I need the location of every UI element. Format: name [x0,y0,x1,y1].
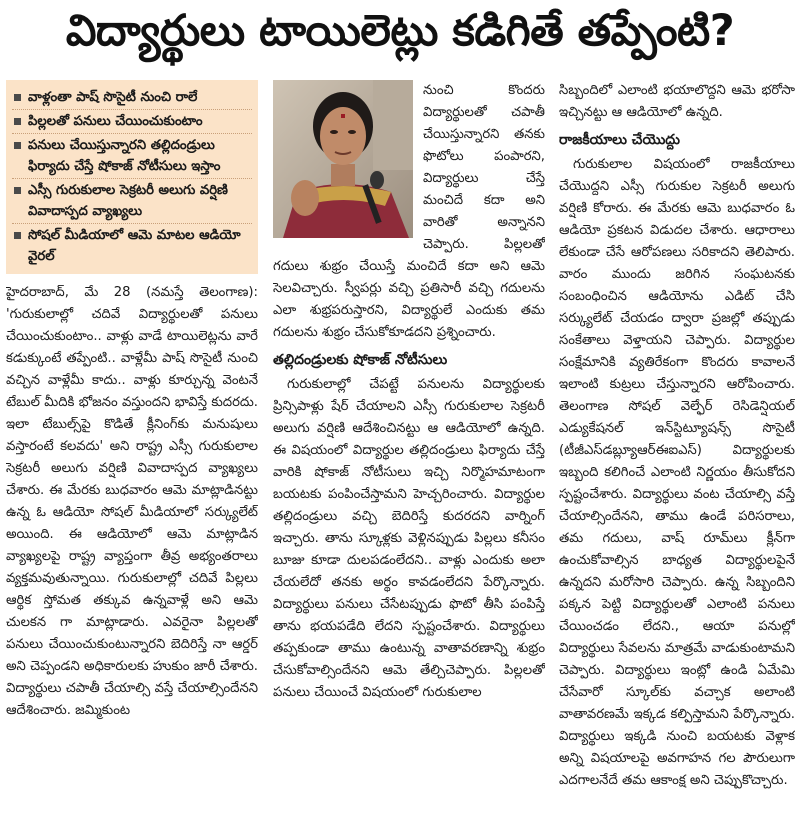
highlight-text: పనులు చేయిస్తున్నారని తల్లిదండ్రులు ఫిర్యాదు చేస్తే షోకాజ్‌ నోటీసులు ఇస్తాం [28,138,221,174]
bullet-icon [14,142,21,149]
body-paragraph: నుంచి కొందరు విద్యార్థులతో చపాతీ చేయిస్తున్నారని తనకు ఫొటోలు పంపారని, విద్యార్థులు చేస్తే మంచిదే కదా అని వారితో అన్నానని చెప్పారు. పిల్లలతో గదులు శుభ్రం చేయిస్తే మంచిదే కదా అని ఆమె సెలవిచ్చారు. స్వీపర్లు వచ్చి ప్రతిసారీ వచ్చి గదులను ఎలా శుభ్రపరుస్తారని, విద్యార్థులే ఎందుకు తమ గదులను శుభ్రం చేసుకోకూడదని ప్రశ్నించారు. [273,83,545,340]
bullet-icon [14,187,21,194]
column-1 [6,80,258,832]
headline: విద్యార్థులు టాయిలెట్లు కడిగితే తప్పేంటి? [65,6,735,56]
bullet-icon [14,94,21,101]
highlight-item [12,110,252,134]
highlight-item [12,179,252,224]
column-2 [273,80,545,832]
highlight-text: సోషల్‌ మీడియాలో ఆమె మాటల ఆడియో వైరల్‌ [28,228,241,264]
highlights-box [6,80,258,274]
portrait-illustration [273,80,413,238]
subheading-politics: రాజకీయాలు చేయొద్దు [559,132,681,148]
body-paragraph: సిబ్బందిలో ఎలాంటి భయాలొద్దని ఆమె భరోసా ఇచ్చినట్టు ఆ ఆడియోలో ఉన్నది. [559,83,795,120]
highlight-item [12,224,252,268]
bullet-icon [14,232,21,239]
subheading-showcause: తల్లిదండ్రులకు షోకాజ్‌ నోటీసులు [273,352,448,368]
body-paragraph: హైదరాబాద్‌, మే 28 (నమస్తే తెలంగాణ): 'గురుకులాల్లో చదివే విద్యార్థులతో పనులు చేయించుకుంటాం.. వాళ్లు వాడే టాయిలెట్లను వారే కడుక్కుంటే తప్పేంటి.. వాళ్లేమీ పాష్‌ సొసైటీ నుంచి వచ్చిన వాళ్లేమీ కాదు.. వాళ్లు కూర్చున్న వెంటనే టేబుల్‌ మీదికి భోజనం వస్తుందని భావిస్తే కుదరదు. ఇలా టేబుల్స్‌పై కొడితే క్లీనింగ్‌కు మనుషులు వస్తారంటే కలవదు' అని రాష్ట్ర ఎస్సీ గురుకులాల సెక్రటరీ అలుగు వర్షిణి వివాదాస్పద వ్యాఖ్యలు చేశారు. ఈ మేరకు బుధవారం ఆమె మాట్లాడినట్టు ఉన్న ఓ ఆడియో సోషల్‌ మీడియాలో సర్క్యులేట్‌ అయింది. ఈ ఆడియోలో ఆమె మాట్లాడిన వ్యాఖ్యలపై రాష్ట్ర వ్యాప్తంగా తీవ్ర అభ్యంతరాలు వ్యక్తమవుతున్నాయి. గురుకులాల్లో చదివే పిల్లలు ఆర్థిక స్తోమత తక్కువ ఉన్నవాళ్లే అని ఆమె చులకన గా మాట్లాడారు. ఎవరైనా పిల్లలతో పనులు చేయించుకుంటున్నారని బెదిరిస్తే నా ఆర్డర్‌ అని చెప్పండని అధికారులకు హుకుం జారీ చేశారు. విద్యార్థులు చపాతీ చేయాల్సి వస్తే చేయాల్సిందేనని ఆదేశించారు. జమ్మికుంట [6,285,258,718]
body-paragraph: గురుకులాల్లో చేపట్టే పనులను విద్యార్థులకు ప్రిన్సిపాళ్లు షేర్‌ చేయాలని ఎస్సీ గురుకులాల సెక్రటరీ అలుగు వర్షిణి ఆదేశించినట్టు ఆ ఆడియోలో ఉన్నది. ఈ విషయంలో విద్యార్థుల తల్లిదండ్రులు ఫిర్యాదు చేస్తే వారికి షోకాజ్‌ నోటీసులు ఇచ్చి నిర్మొహమాటంగా బయటకు పంపించేస్తామని హెచ్చరించారు. విద్యార్థుల తల్లిదండ్రులు వచ్చి బెదిరిస్తే కుదరదని వార్నింగ్‌ ఇచ్చారు. తాను స్కూళ్లకు వెళ్లినప్పుడు పిల్లలు కనీసం బూజు కూడా దులపడంలేదని.. వాళ్లు ఎందుకు అలా చేయలేదో తనకు అర్థం కావడంలేదని పేర్కొన్నారు. విద్యార్థులు పనులు చేసేటప్పుడు ఫొటో తీసి పంపిస్తే తాను భయపడేది లేదని స్పష్టంచేశారు. విద్యార్థులు తప్పకుండా తాము ఉంటున్న వాతావరణాన్ని శుభ్రం చేసుకోవాల్సిందేనని ఆమె తేల్చిచెప్పారు. పిల్లలతో పనులు చేయించే విషయంలో గురుకులాల [273,377,545,700]
highlight-text: ఎస్సీ గురుకులాల సెక్రటరీ అలుగు వర్షిణి వివాదాస్పద వ్యాఖ్యలు [28,183,228,219]
bullet-icon [14,118,21,125]
highlight-item [12,134,252,179]
body-paragraph: గురుకులాల విషయంలో రాజకీయాలు చేయొద్దని ఎస్సీ గురుకుల సెక్రటరీ అలుగు వర్షిణి కోరారు. ఈ మేరకు ఆమె బుధవారం ఓ ఆడియో ప్రకటన విడుదల చేశారు. ఆధారాలు లేకుండా చేసే ఆరోపణలు సరికాదని తెలిపారు. వారం ముందు జరిగిన సంఘటనకు సంబంధించిన ఆడియోను ఎడిట్‌ చేసి సర్క్యులేట్‌ చేయడం ద్వారా ప్రజల్లో తప్పుడు సంకేతాలు వెళ్తాయని చెప్పారు. విద్యార్థుల సంక్షేమానికి వ్యతిరేకంగా కొందరు కావాలనే ఇలాంటి కుట్రలు చేస్తున్నారని ఆరోపించారు. తెలంగాణ సోషల్‌ వెల్ఫేర్‌ రెసిడెన్షియల్‌ ఎడ్యుకేషనల్‌ ఇన్‌స్టిట్యూషన్స్‌ సొసైటీ (టీజీఎస్‌డబ్ల్యూఆర్‌ఈఐఎస్‌) విద్యార్థులకు ఇబ్బంది కలిగించే ఎలాంటి నిర్ణయం తీసుకోదని స్పష్టంచేశారు. విద్యార్థులు వంట చేయాల్సి వస్తే చేయాల్సిందేనని, తాము ఉండే పరిసరాలు, తమ గదులు, వాష్‌ రూమ్‌లు క్లీన్‌గా ఉంచుకోవాల్సిన బాధ్యత విద్యార్థులపైనే ఉన్నదని మరోసారి చెప్పారు. ఉన్న సిబ్బందిని పక్కన పెట్టి విద్యార్థులతో ఎలాంటి పనులు చేయించడం లేదని., ఆయా పనుల్లో విద్యార్థులు సేవలను మాత్రమే వాడుకుంటామని చెప్పారు. విద్యార్థులు ఇంట్లో ఉండి ఏమేమి చేసేవారో స్కూల్‌కు వచ్చాక అలాంటి వాతావరణమే ఇక్కడ కల్పిస్తామని పేర్కొన్నారు. విద్యార్థులు ఇక్కడి నుంచి బయటకు వెళ్లాక అన్ని విషయాలపై అవగాహన గల పౌరులుగా ఎదగాలనేదే తమ ఆకాంక్ష అని చెప్పుకొచ్చారు. [559,157,795,788]
portrait-photo-icon [273,80,413,238]
highlight-item [12,86,252,110]
highlight-text: వాళ్లంతా పాష్‌ సొసైటీ నుంచి రాలే [28,90,198,105]
column-3 [559,80,795,832]
highlight-text: పిల్లలతో పనులు చేయించుకుంటాం [28,114,203,129]
